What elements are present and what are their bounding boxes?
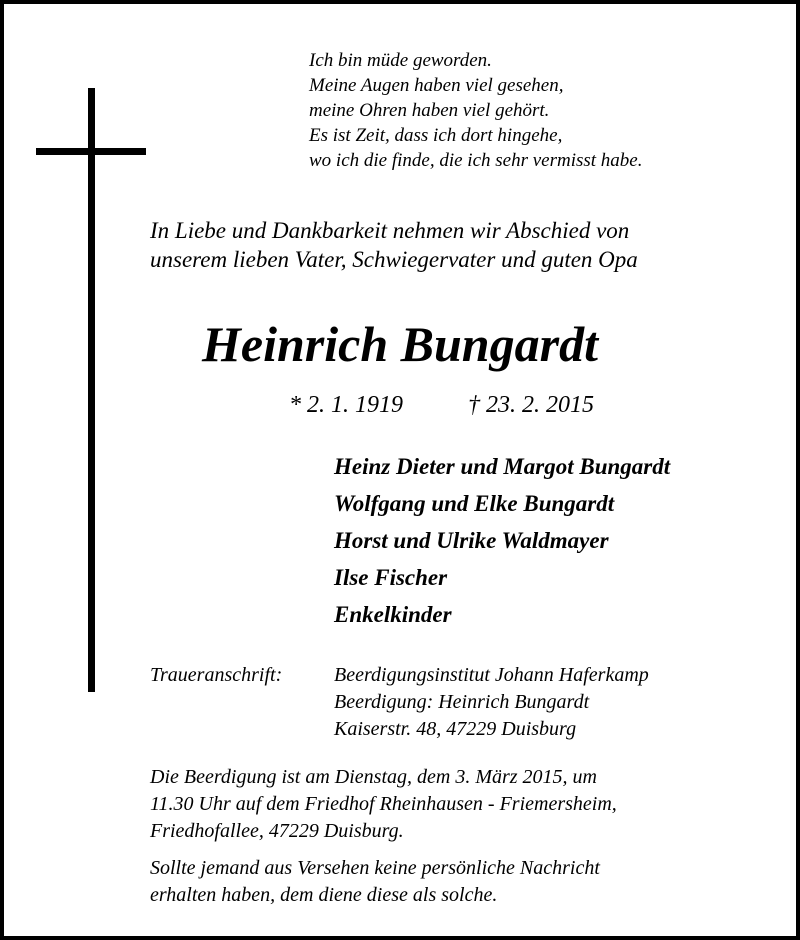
intro-line: unserem lieben Vater, Schwiegervater und guten Opa [150,247,638,272]
birth-date: * 2. 1. 1919 [289,392,403,418]
address-line: Kaiserstr. 48, 47229 Duisburg [334,718,577,740]
cross-horizontal-bar [36,148,146,155]
address-label: Traueranschrift: [150,664,283,686]
funeral-line: Friedhofallee, 47229 Duisburg. [150,820,404,842]
funeral-info [150,764,617,845]
intro-text [150,216,638,274]
funeral-line: 11.30 Uhr auf dem Friedhof Rheinhausen - Friemersheim, [150,793,617,815]
poem [309,48,643,173]
mourner-item: Wolfgang und Elke Bungardt [334,491,615,516]
poem-line: Meine Augen haben viel gesehen, [309,75,564,96]
notice-line: erhalten haben, dem diene diese als solche. [150,884,498,906]
address-block [334,662,649,743]
funeral-line: Die Beerdigung ist am Dienstag, dem 3. März 2015, um [150,766,597,788]
cross-vertical-bar [88,88,95,692]
deceased-name: Heinrich Bungardt [202,316,598,372]
mourner-item: Ilse Fischer [334,565,448,590]
death-date: † 23. 2. 2015 [468,392,594,418]
poem-line: Ich bin müde geworden. [309,50,492,71]
poem-line: wo ich die finde, die ich sehr vermisst habe. [309,150,643,171]
notice-text [150,855,600,909]
mourner-item: Enkelkinder [334,602,452,627]
address-line: Beerdigung: Heinrich Bungardt [334,691,590,713]
poem-line: meine Ohren haben viel gehört. [309,100,550,121]
intro-line: In Liebe und Dankbarkeit nehmen wir Abschied von [150,218,630,243]
mourner-item: Horst und Ulrike Waldmayer [334,528,609,553]
mourners-list [334,448,670,633]
address-line: Beerdigungsinstitut Johann Haferkamp [334,664,649,686]
mourner-item: Heinz Dieter und Margot Bungardt [334,454,671,479]
notice-line: Sollte jemand aus Versehen keine persönliche Nachricht [150,857,600,879]
poem-line: Es ist Zeit, dass ich dort hingehe, [309,125,563,146]
